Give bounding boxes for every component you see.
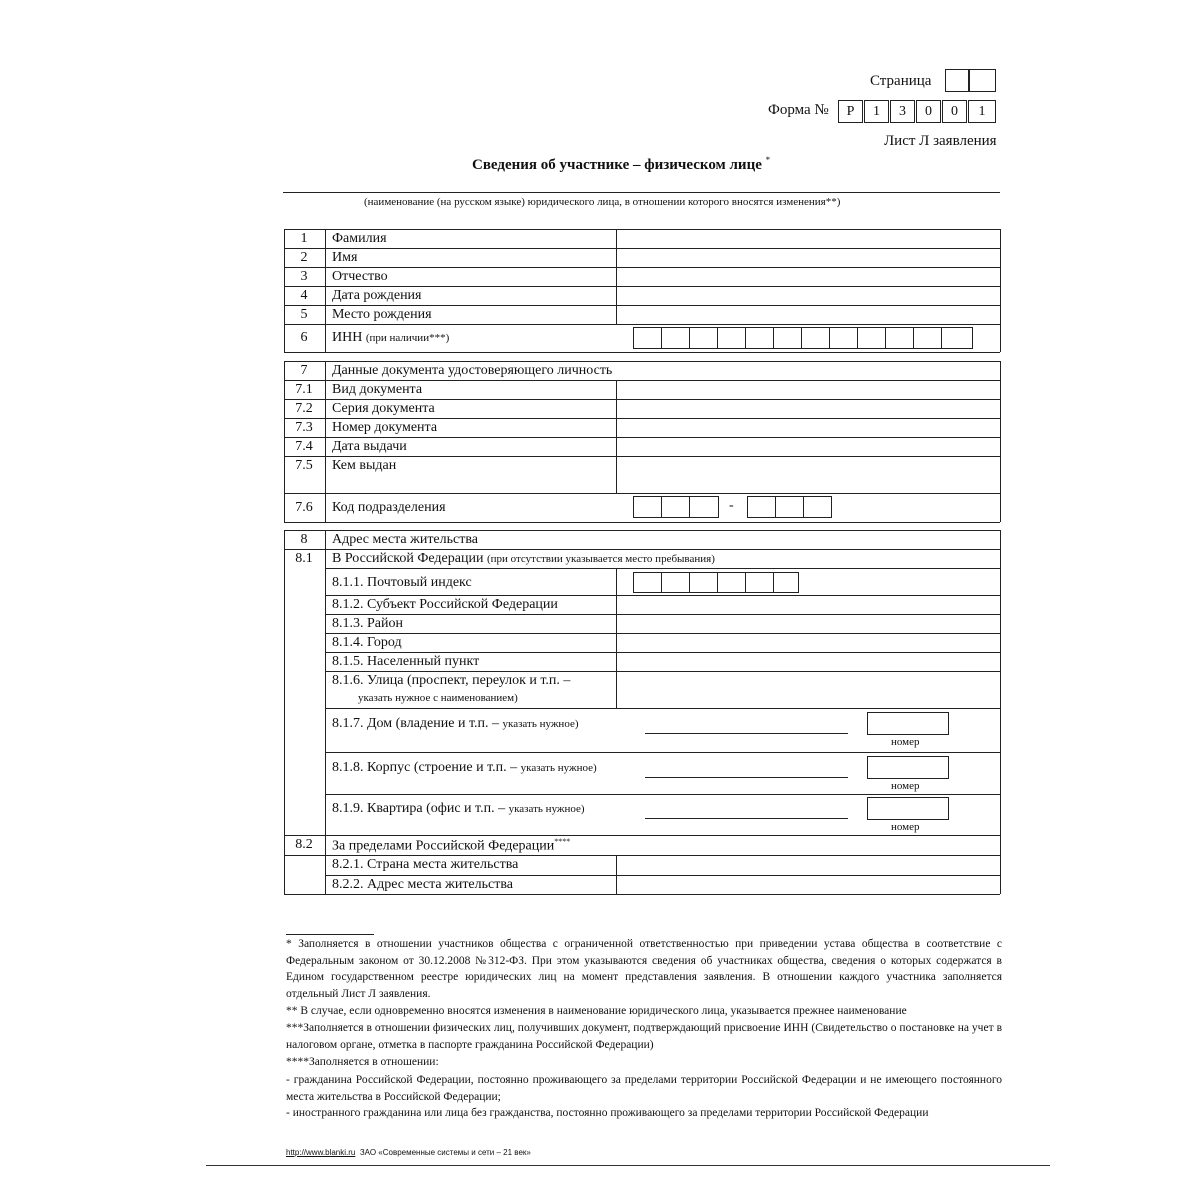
row-number: 7.6 xyxy=(295,500,313,515)
inn-digit-box[interactable] xyxy=(773,327,802,349)
table-line xyxy=(1000,361,1001,522)
table-line xyxy=(284,530,1000,531)
building-label: 8.1.8. Корпус (строение и т.п. – xyxy=(332,760,518,775)
footnote-divider xyxy=(286,934,374,935)
page-number-box[interactable] xyxy=(969,69,996,92)
row-number: 3 xyxy=(300,269,308,284)
patronymic-input[interactable] xyxy=(616,268,1000,286)
table-line xyxy=(284,549,1000,550)
name-input[interactable] xyxy=(616,249,1000,267)
row-number: 4 xyxy=(300,288,308,303)
doc-series-input[interactable] xyxy=(617,400,1000,418)
foreign-address-input[interactable] xyxy=(617,876,1000,894)
surname-input[interactable] xyxy=(616,230,1000,248)
legal-entity-name-field[interactable] xyxy=(283,192,1000,193)
abroad-footnote-mark: **** xyxy=(554,837,571,846)
house-label: 8.1.7. Дом (владение и т.п. – xyxy=(332,716,500,731)
table-line xyxy=(284,493,1000,494)
section-heading-identity-document: Данные документа удостоверяющего личность xyxy=(332,363,613,378)
postal-code-box[interactable] xyxy=(633,572,662,593)
in-russia-note: (при отсутствии указывается место пребывания) xyxy=(486,553,715,565)
postal-code-box[interactable] xyxy=(661,572,690,593)
page-label: Страница xyxy=(870,73,932,89)
inn-label: ИНН xyxy=(332,330,363,345)
row-number: 7.4 xyxy=(295,439,313,454)
row-number: 7.3 xyxy=(295,420,313,435)
field-label-region: 8.1.2. Субъект Российской Федерации xyxy=(332,597,558,612)
inn-digit-box[interactable] xyxy=(661,327,690,349)
settlement-input[interactable] xyxy=(617,653,1000,671)
house-number-box[interactable] xyxy=(867,712,949,735)
row-number: 6 xyxy=(300,330,308,345)
table-line xyxy=(284,352,1000,353)
division-code-box[interactable] xyxy=(803,496,832,518)
building-number-box[interactable] xyxy=(867,756,949,779)
table-line xyxy=(325,752,1000,753)
field-label-birth-date: Дата рождения xyxy=(332,288,422,303)
postal-code-box[interactable] xyxy=(773,572,799,593)
division-code-box[interactable] xyxy=(689,496,719,518)
footnote-2: ** В случае, если одновременно вносятся изменения в наименование юридического лица, указывается прежнее наименование xyxy=(286,1005,907,1017)
footnote-3: ***Заполняется в отношении физических лиц, получивших документ, подтверждающий присвоение ИНН (Свидетельство о постановке на учет в налоговом органе, отметка в паспорте гражданина Российской Федерации) xyxy=(286,1022,1002,1051)
title-footnote-mark: * xyxy=(765,155,771,165)
field-label-foreign-address: 8.2.2. Адрес места жительства xyxy=(332,877,513,892)
field-label-street: 8.1.6. Улица (проспект, переулок и т.п. – xyxy=(332,673,571,688)
house-type-field[interactable] xyxy=(645,733,848,734)
building-number-caption: номер xyxy=(891,780,920,792)
footnote-6: - иностранного гражданина или лица без гражданства, постоянно проживающего за пределами территории Российской Федерации xyxy=(286,1107,929,1119)
apartment-label: 8.1.9. Квартира (офис и т.п. – xyxy=(332,801,506,816)
page-number-box[interactable] xyxy=(945,69,969,92)
bottom-divider xyxy=(206,1165,1050,1166)
division-code-box[interactable] xyxy=(747,496,776,518)
field-label-apartment xyxy=(332,801,585,817)
inn-digit-box[interactable] xyxy=(857,327,886,349)
birth-place-input[interactable] xyxy=(616,306,1000,324)
form-code-box: Р xyxy=(838,100,863,123)
division-code-dash: - xyxy=(729,498,734,513)
sheet-label: Лист Л заявления xyxy=(884,133,997,149)
inn-digit-box[interactable] xyxy=(829,327,858,349)
row-number: 7.5 xyxy=(295,458,313,473)
field-label-name: Имя xyxy=(332,250,358,265)
field-label-postal-code: 8.1.1. Почтовый индекс xyxy=(332,575,472,590)
house-note: указать нужное) xyxy=(502,718,579,730)
table-line xyxy=(284,522,1000,523)
street-input[interactable] xyxy=(617,672,1000,708)
field-label-patronymic: Отчество xyxy=(332,269,388,284)
form-label: Форма № xyxy=(768,102,829,118)
table-line xyxy=(325,229,326,352)
row-number: 8 xyxy=(300,532,308,547)
inn-note: (при наличии***) xyxy=(365,332,450,344)
building-type-field[interactable] xyxy=(645,777,848,778)
table-line xyxy=(284,361,1000,362)
building-note: указать нужное) xyxy=(520,762,597,774)
inn-digit-box[interactable] xyxy=(885,327,914,349)
form-code-box: 0 xyxy=(916,100,941,123)
footnote-5: - гражданина Российской Федерации, постоянно проживающего за пределами территории Российской Федерации и не имеющего постоянного места жительства в Российской Федерации; xyxy=(286,1074,1002,1103)
table-line xyxy=(284,324,1000,325)
table-line xyxy=(325,568,1000,569)
field-label-surname: Фамилия xyxy=(332,231,387,246)
house-number-caption: номер xyxy=(891,736,920,748)
subsection-abroad xyxy=(332,837,570,855)
row-number: 1 xyxy=(300,231,308,246)
row-number: 7.1 xyxy=(295,382,313,397)
postal-code-box[interactable] xyxy=(717,572,746,593)
form-code-box: 0 xyxy=(942,100,967,123)
in-russia-label: В Российской Федерации xyxy=(332,551,484,566)
field-label-building xyxy=(332,760,597,776)
field-label-city: 8.1.4. Город xyxy=(332,635,402,650)
table-line xyxy=(1000,530,1001,894)
field-label-birth-place: Место рождения xyxy=(332,307,432,322)
form-code-box: 1 xyxy=(864,100,889,123)
section-heading-residence-address: Адрес места жительства xyxy=(332,532,478,547)
legal-entity-name-caption: (наименование (на русском языке) юридического лица, в отношении которого вносятся изменения**) xyxy=(364,196,841,208)
field-label-doc-number: Номер документа xyxy=(332,420,438,435)
form-code-box: 1 xyxy=(968,100,996,123)
abroad-label: За пределами Российской Федерации xyxy=(332,838,555,854)
row-number: 2 xyxy=(300,250,308,265)
table-line xyxy=(1000,229,1001,352)
row-number: 5 xyxy=(300,307,308,322)
form-code-box: 3 xyxy=(890,100,915,123)
table-line xyxy=(325,794,1000,795)
division-code-box[interactable] xyxy=(775,496,804,518)
field-label-country: 8.2.1. Страна места жительства xyxy=(332,857,519,872)
footnote-1: * Заполняется в отношении участников общества с ограниченной ответственностью при приведении устава общества в соответствие с Федеральным законом от 30.12.2008 №312-ФЗ. При этом указываются сведения об участниках общества, сведения о которых содержатся в Едином государственном реестре юридических лиц на момент представления заявления. В отношении каждого участника заполняется отдельный Лист Л заявления. xyxy=(286,938,1002,1000)
district-input[interactable] xyxy=(617,615,1000,633)
field-label-settlement: 8.1.5. Населенный пункт xyxy=(332,654,480,669)
page-footer xyxy=(286,1148,531,1157)
row-number: 8.1 xyxy=(295,551,313,566)
page-title xyxy=(472,155,770,174)
apartment-note: указать нужное) xyxy=(508,803,585,815)
table-line xyxy=(284,894,1000,895)
row-number: 7.2 xyxy=(295,401,313,416)
row-number: 7 xyxy=(300,363,308,378)
table-line xyxy=(325,361,326,522)
postal-code-box[interactable] xyxy=(745,572,774,593)
street-note: указать нужное с наименованием) xyxy=(358,692,518,704)
postal-code-box[interactable] xyxy=(689,572,718,593)
region-input[interactable] xyxy=(617,596,1000,614)
footnote-4: ****Заполняется в отношении: xyxy=(286,1056,439,1068)
table-line xyxy=(284,835,1000,836)
field-label-doc-series: Серия документа xyxy=(332,401,435,416)
subsection-in-russia xyxy=(332,551,715,567)
inn-digit-box[interactable] xyxy=(633,327,662,349)
field-label-issue-date: Дата выдачи xyxy=(332,439,407,454)
inn-digit-box[interactable] xyxy=(913,327,942,349)
field-label-inn xyxy=(332,330,449,346)
inn-digit-box[interactable] xyxy=(801,327,830,349)
birth-date-input[interactable] xyxy=(616,287,1000,305)
division-code-box[interactable] xyxy=(661,496,690,518)
inn-digit-box[interactable] xyxy=(717,327,746,349)
inn-digit-box[interactable] xyxy=(941,327,973,349)
footer-company: ЗАО «Современные системы и сети – 21 век» xyxy=(359,1148,531,1157)
country-input[interactable] xyxy=(617,856,1000,875)
table-line xyxy=(325,708,1000,709)
apartment-type-field[interactable] xyxy=(645,818,848,819)
inn-digit-box[interactable] xyxy=(745,327,774,349)
issue-date-input[interactable] xyxy=(617,438,1000,456)
field-label-district: 8.1.3. Район xyxy=(332,616,403,631)
row-number: 8.2 xyxy=(295,837,313,852)
field-label-house xyxy=(332,716,579,732)
field-label-division-code: Код подразделения xyxy=(332,500,446,515)
apartment-number-box[interactable] xyxy=(867,797,949,820)
field-label-issued-by: Кем выдан xyxy=(332,458,397,473)
inn-digit-box[interactable] xyxy=(689,327,718,349)
doc-type-input[interactable] xyxy=(617,381,1000,399)
field-label-doc-type: Вид документа xyxy=(332,382,423,397)
apartment-number-caption: номер xyxy=(891,821,920,833)
table-line xyxy=(325,530,326,894)
title-text: Сведения об участнике – физическом лице xyxy=(472,157,762,173)
division-code-box[interactable] xyxy=(633,496,662,518)
city-input[interactable] xyxy=(617,634,1000,652)
doc-number-input[interactable] xyxy=(617,419,1000,437)
issued-by-input[interactable] xyxy=(617,457,1000,493)
footer-link[interactable]: http://www.blanki.ru xyxy=(286,1148,356,1157)
